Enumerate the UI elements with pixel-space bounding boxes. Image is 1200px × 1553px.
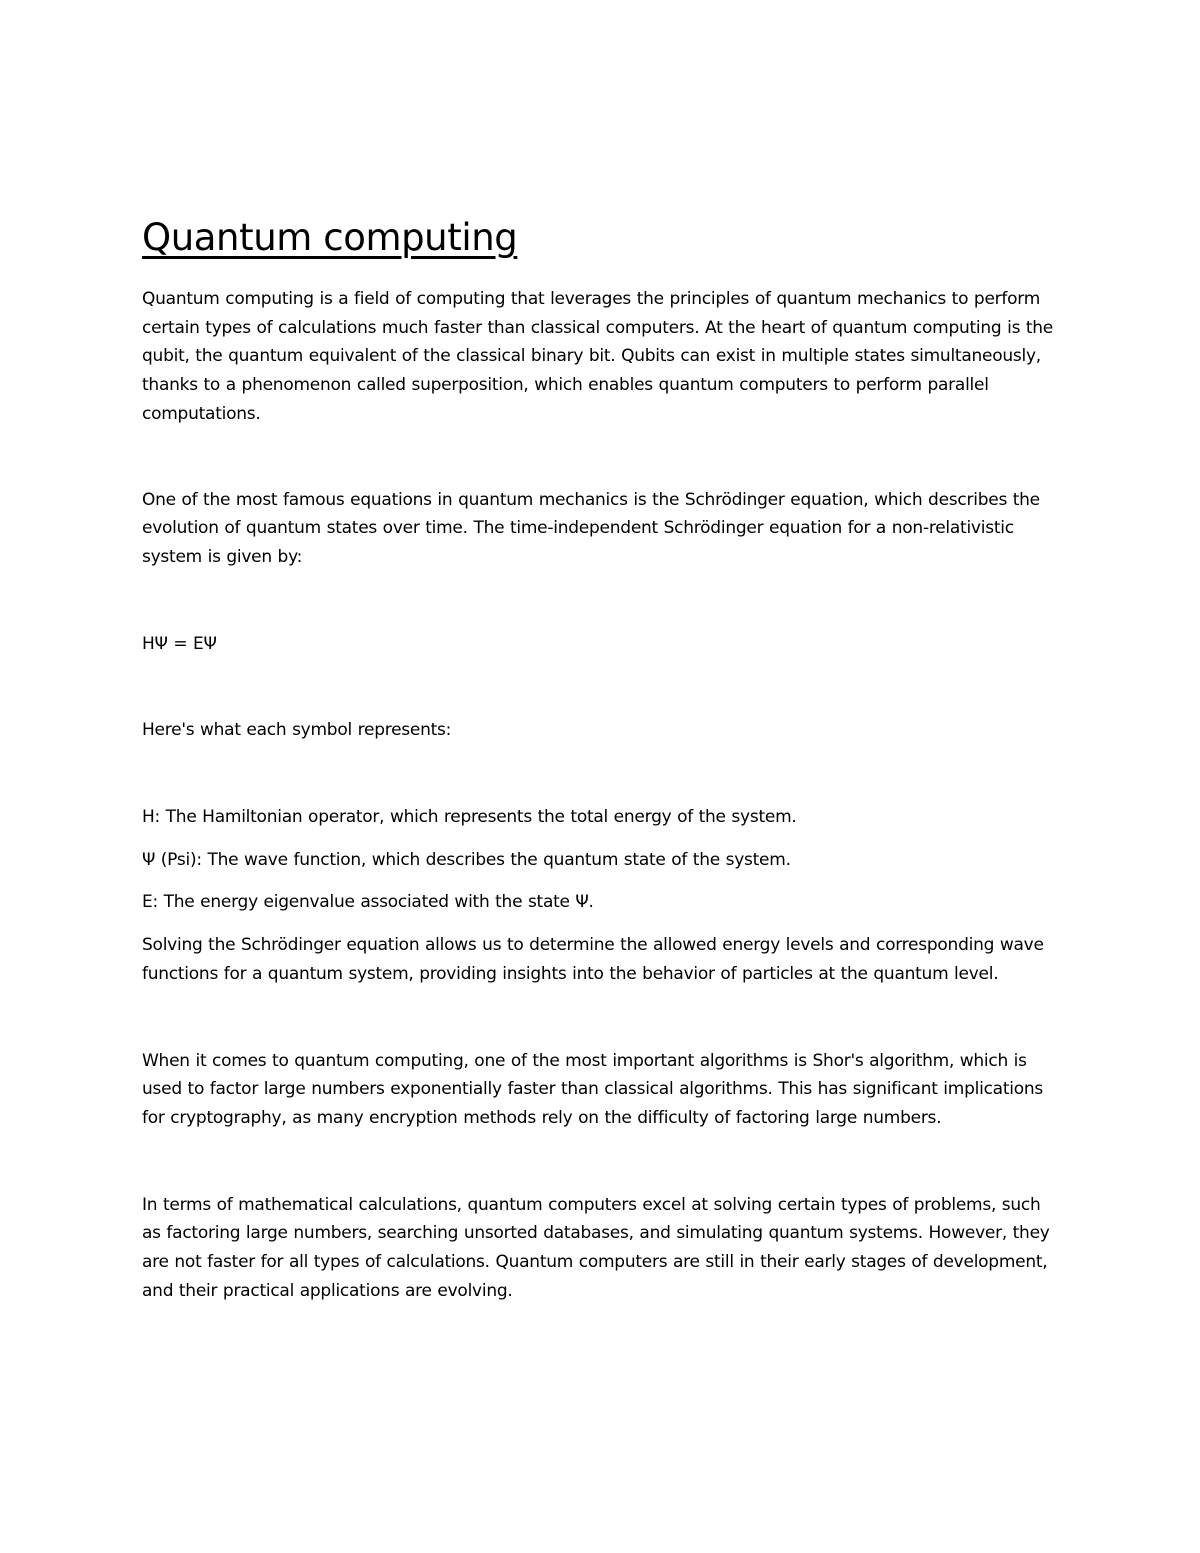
document-body [142, 214, 1062, 1305]
paragraph-solving: Solving the Schrödinger equation allows us to determine the allowed energy levels and corresponding wave functions for a quantum system, providing insights into the behavior of particles at the quantum level. [142, 935, 1044, 984]
symbol-definition-psi: Ψ (Psi): The wave function, which describes the quantum state of the system. [142, 849, 791, 870]
equation: HΨ = EΨ [142, 633, 217, 654]
symbol-definition-e: E: The energy eigenvalue associated with the state Ψ. [142, 892, 594, 913]
paragraph-schrodinger: One of the most famous equations in quantum mechanics is the Schrödinger equation, which describes the evolution of quantum states over time. The time-independent Schrödinger equation for a non-relativistic system is given by: [142, 489, 1040, 567]
paragraph-math: In terms of mathematical calculations, quantum computers excel at solving certain types of problems, such as factoring large numbers, searching unsorted databases, and simulating quantum systems. However, they are not faster for all types of calculations. Quantum computers are still in their early stages of development, and their practical applications are evolving. [142, 1194, 1050, 1301]
paragraph-symbols-intro: Here's what each symbol represents: [142, 720, 452, 741]
document-title: Quantum computing [142, 216, 518, 259]
symbol-definition-h: H: The Hamiltonian operator, which represents the total energy of the system. [142, 807, 797, 828]
paragraph-intro: Quantum computing is a field of computing that leverages the principles of quantum mechanics to perform certain types of calculations much faster than classical computers. At the heart of quantum computing is the qubit, the quantum equivalent of the classical binary bit. Qubits can exist in multiple states simultaneously, thanks to a phenomenon called superposition, which enables quantum computers to perform parallel computations. [142, 289, 1053, 424]
paragraph-shor: When it comes to quantum computing, one of the most important algorithms is Shor's algorithm, which is used to factor large numbers exponentially faster than classical algorithms. This has significant implications for cryptography, as many encryption methods rely on the difficulty of factoring large numbers. [142, 1050, 1044, 1128]
